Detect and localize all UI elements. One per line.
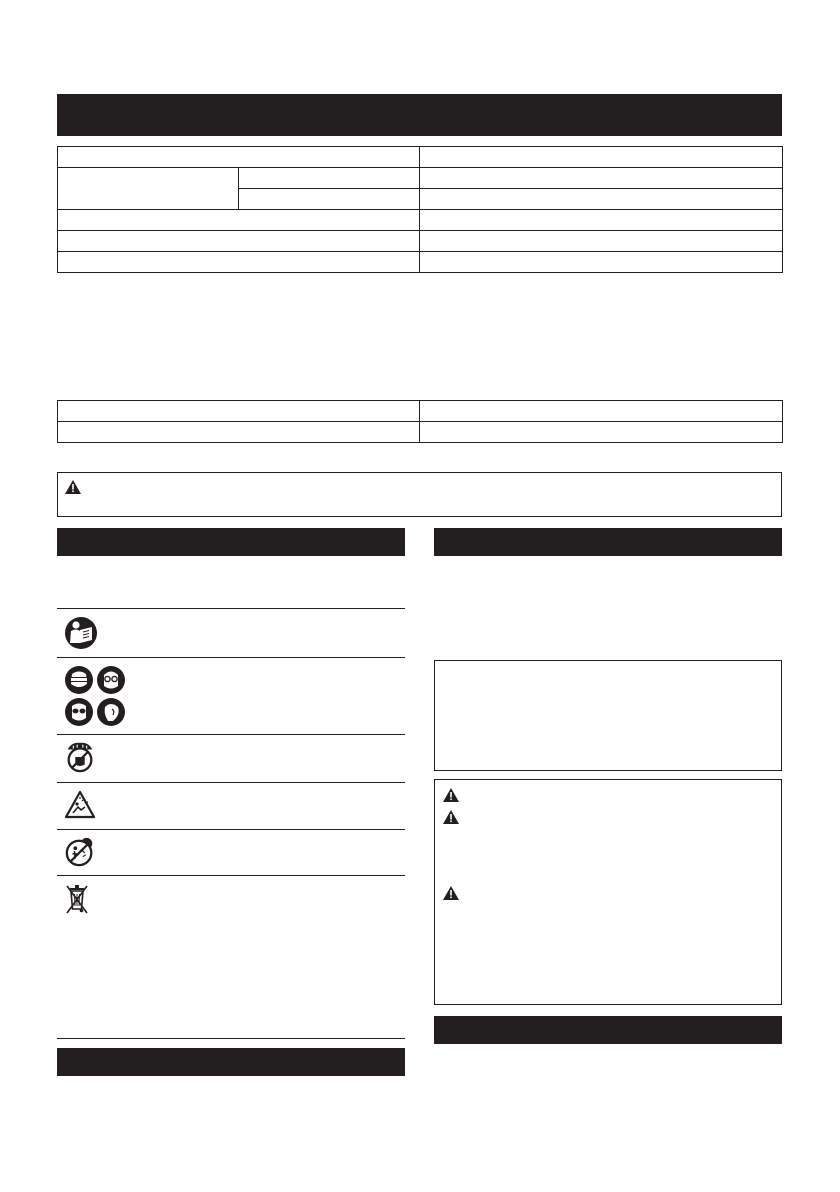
symbol-row-divider — [57, 782, 405, 783]
specifications-table — [57, 146, 783, 273]
left-bottom-section-bar — [57, 1048, 405, 1076]
no-rain-exposure-icon — [64, 740, 96, 774]
thrown-objects-warning-icon — [64, 790, 96, 820]
face-shield-icon — [96, 665, 126, 695]
table-row — [58, 252, 783, 273]
head-protection-icon — [96, 697, 126, 727]
noise-table — [57, 400, 783, 443]
table-row — [58, 401, 783, 422]
symbol-row-divider — [57, 608, 405, 609]
crossed-out-wheelie-bin-icon — [64, 882, 90, 916]
symbols-section-bar — [57, 528, 405, 556]
table-row — [58, 168, 783, 189]
safety-goggles-icon — [64, 697, 94, 727]
table-row — [58, 147, 783, 168]
keep-bystanders-away-icon — [64, 836, 96, 868]
warning-triangle-icon — [443, 788, 459, 802]
symbol-row-divider — [57, 657, 405, 658]
general-warning-box — [57, 472, 782, 517]
symbol-row-divider — [57, 734, 405, 735]
eye-protection-icon — [64, 665, 94, 695]
read-manual-icon — [64, 616, 98, 650]
top-banner — [57, 94, 782, 136]
table-row — [58, 210, 783, 231]
symbol-row-divider — [57, 829, 405, 830]
warning-triangle-icon — [443, 886, 459, 900]
warning-triangle-icon — [443, 810, 459, 824]
safety-warnings-box — [434, 779, 782, 1005]
symbol-row-divider — [57, 875, 405, 876]
table-row — [58, 231, 783, 252]
table-row — [58, 422, 783, 443]
warning-triangle-icon — [65, 480, 81, 494]
symbol-row-divider — [57, 1038, 405, 1039]
right-bottom-section-bar — [434, 1016, 782, 1044]
notice-box — [434, 660, 782, 771]
intended-use-section-bar — [434, 528, 782, 556]
